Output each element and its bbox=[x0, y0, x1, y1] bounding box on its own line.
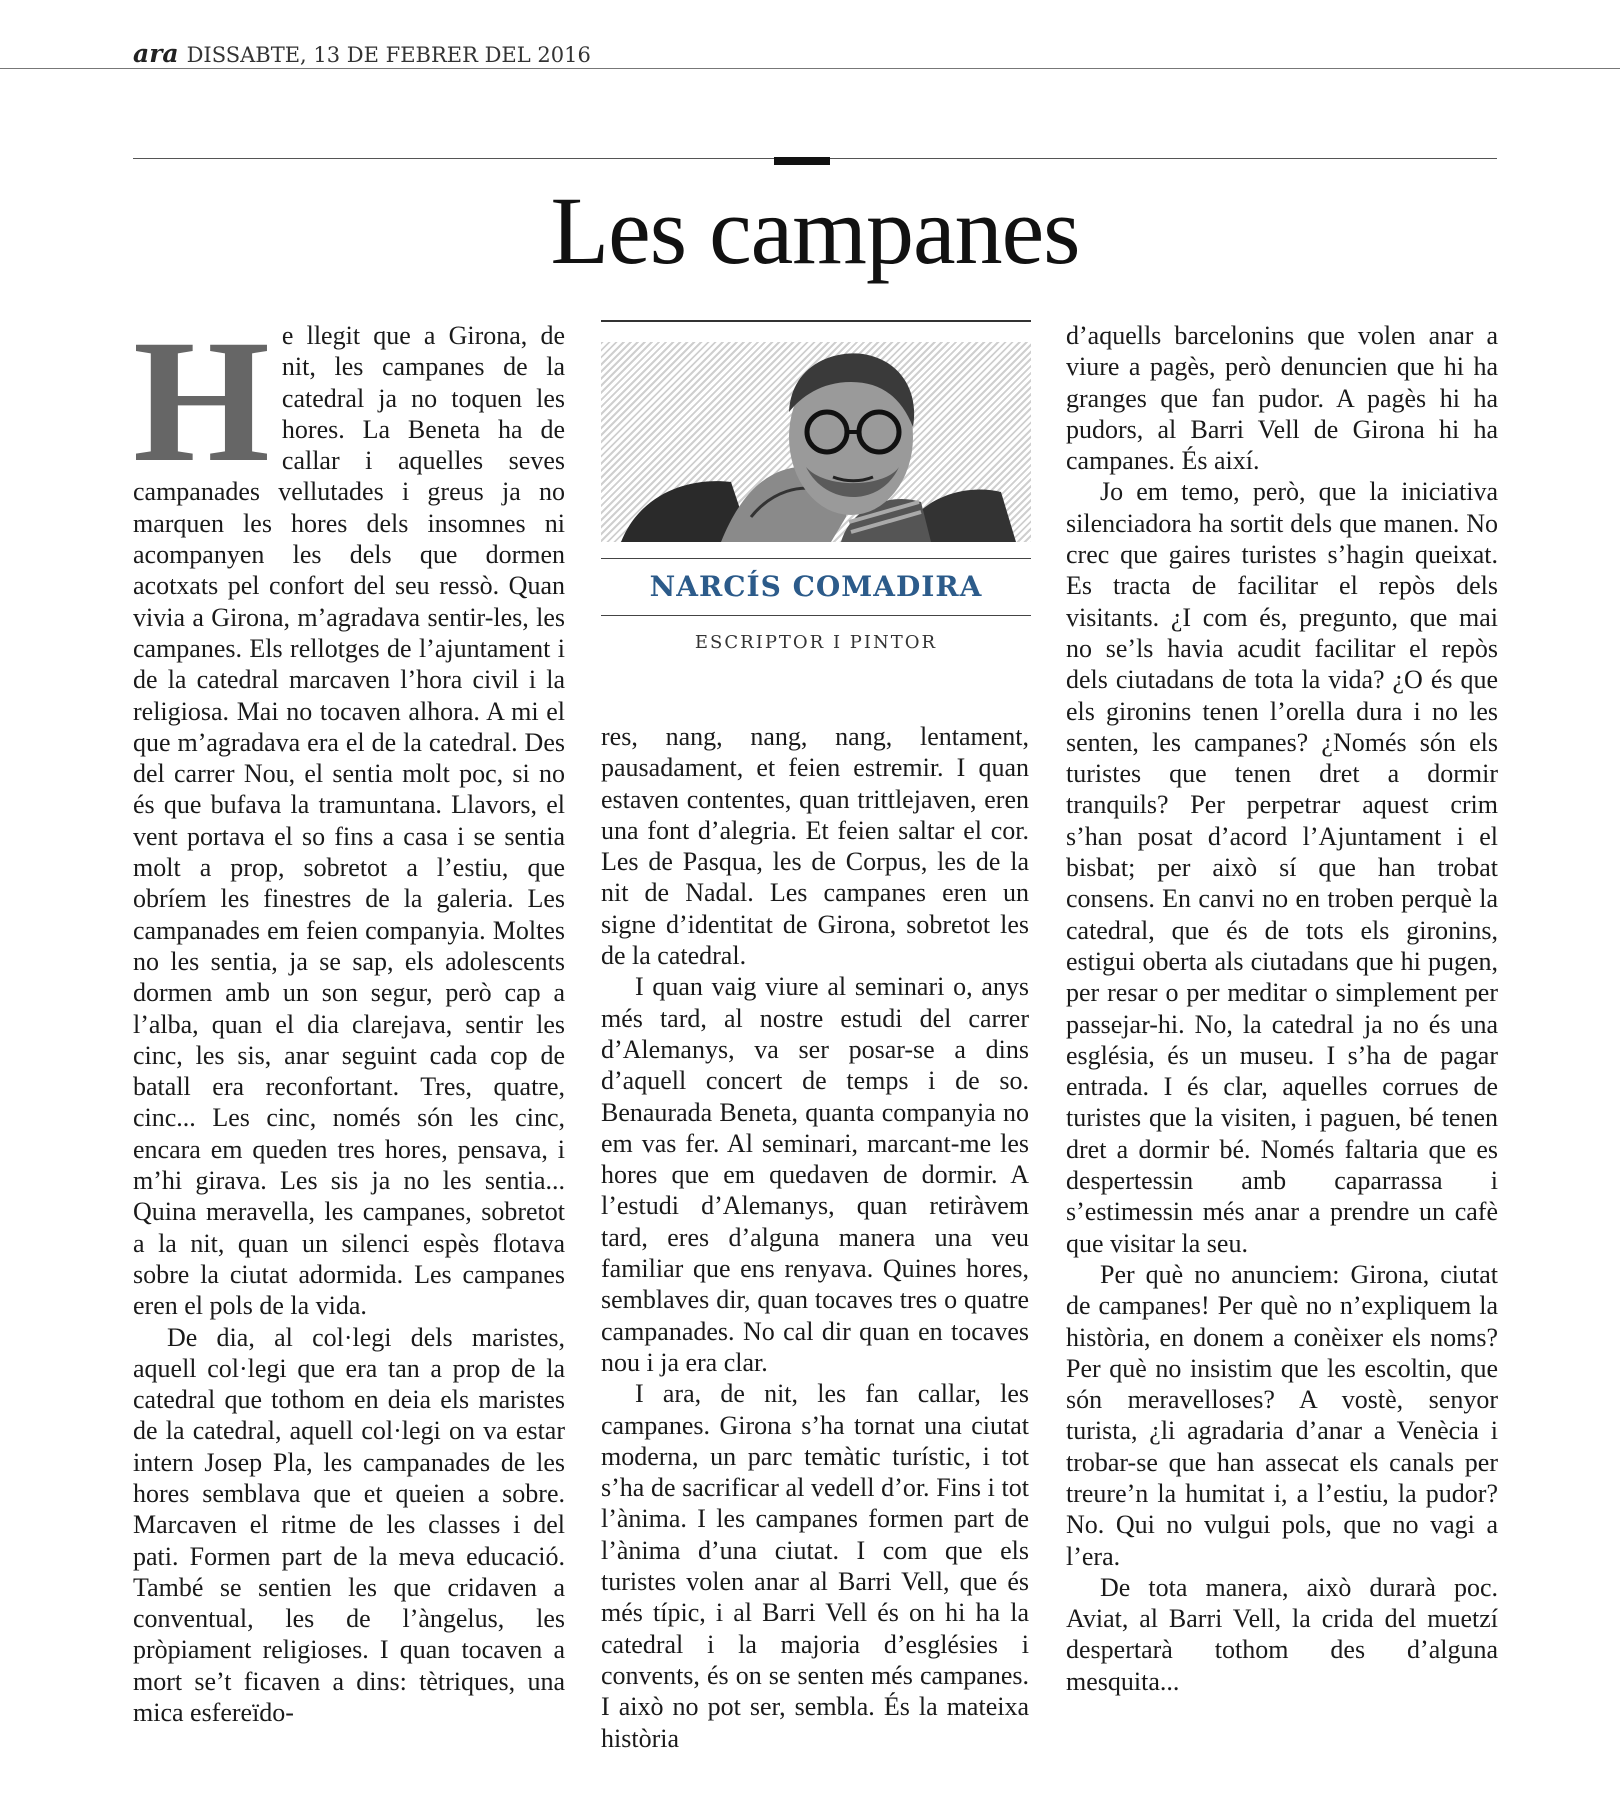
article-column-1 bbox=[133, 304, 565, 1728]
article-column-2 bbox=[601, 721, 1029, 1754]
article-paragraph: De dia, al col·legi dels maristes, aquell col·legi que era tan a prop de la catedral que tothom en deia els maristes de la catedral, aquell col·legi on va estar intern Josep Pla, les campanades de les hores semblava que et queien a sobre. Marcaven el ritme de les classes i del pati. Formen part de la meva educació. També se sentien les que cridaven a conventual, les de l’àngelus, les pròpiament religioses. I quan tocaven a mort se’t ficaven a dins: tètriques, una mica esfereïdo- bbox=[133, 1322, 565, 1728]
article-title: Les campanes bbox=[550, 177, 1080, 284]
article-column-3 bbox=[1066, 320, 1498, 1697]
dropcap: H bbox=[133, 304, 270, 499]
article-paragraph: e llegit que a Girona, de nit, les campanes de la catedral ja no toquen les hores. La Beneta ha de callar i aquelles seves campanades vellutades i greus ja no marquen les hores dels insomnes ni acompanyen les dels que dormen acotxats pel confort del seu ressò. Quan vivia a Girona, m’agradava sentir-les, les campanes. Els rellotges de l’ajuntament i de la catedral marcaven l’hora civil i la religiosa. Mai no tocaven alhora. A mi el que m’agradava era el de la catedral. Des del carrer Nou, el sentia molt poc, si no és que bufava la tramuntana. Llavors, el vent portava el so fins a casa i se sentia molt a prop, sobretot a l’estiu, que obríem les finestres de la galeria. Les campanades em feien companyia. Moltes no les sentia, ja se sap, els adolescents dormen amb un son segur, però cap a l’alba, quan el dia clarejava, sentir les cinc, les sis, anar seguint cada cop de batall era reconfortant. Tres, quatre, cinc... Les cinc, només són les cinc, encara em queden tres hores, pensava, i m’hi girava. Les sis ja no les sentia... Quina meravella, les campanes, sobretot a la nit, quan un silenci espès flotava sobre la ciutat adormida. Les campanes eren el pols de la vida. bbox=[133, 321, 565, 1321]
article-paragraph: I quan vaig viure al seminari o, anys més tard, al nostre estudi del carrer d’Alemanys, va ser posar-se a dins d’aquell concert de temps i de so. Benaurada Beneta, quanta companyia no em vas fer. Al seminari, marcant-me les hores que em quedaven de dormir. A l’estudi d’Alemanys, quan retiràvem tard, eres d’alguna manera una veu familiar que ens renyava. Quines hores, semblaves dir, quan tocaves tres o quatre campanades. No cal dir quan en tocaves nou i ja era clar. bbox=[601, 972, 1029, 1377]
article-paragraph: Jo em temo, però, que la iniciativa silenciadora ha sortit dels que manen. No crec que gaires turistes s’hagin queixat. Es tracta de facilitar el repòs dels visitants. ¿I com és, pregunto, que mai no se’ls havia acudit facilitar el repòs dels ciutadans de tota la vida? ¿O és que els gironins tenen l’orella dura i no les senten, les campanes? ¿Només són els turistes que tenen dret a dormir tranquils? Per perpetrar aquest crim s’han posat d’acord l’Ajuntament i el bisbat; per això sí que han trobat consens. En canvi no en troben perquè la catedral, que és de tots els gironins, estigui oberta als ciutadans que hi pugen, per resar o per meditar o simplement per passejar-hi. No, la catedral ja no és una església, és un museu. I s’ha de pagar entrada. I és clar, aquelles corrues de turistes que la visiten, i paguen, bé tenen dret a dormir bé. Només faltaria que es despertessin amb caparrassa i s’estimessin més anar a prendre un cafè que visitar la seu. bbox=[1066, 477, 1498, 1258]
masthead-rule bbox=[0, 68, 1620, 69]
author-portrait bbox=[601, 342, 1031, 542]
headline-tab bbox=[774, 157, 830, 165]
masthead-date: DISSABTE, 13 DE FEBRER DEL 2016 bbox=[186, 43, 591, 67]
author-portrait-image bbox=[601, 342, 1031, 542]
masthead-brand: ara bbox=[133, 39, 179, 68]
author-name: NARCÍS COMADIRA bbox=[649, 570, 983, 603]
article-paragraph: res, nang, nang, nang, lentament, pausadament, et feien estremir. I quan estaven contentes, quan trittlejaven, eren una font d’alegria. Et feien saltar el cor. Les de Pasqua, les de Corpus, les de la nit de Nadal. Les campanes eren un signe d’identitat de Girona, sobretot les de la catedral. bbox=[601, 722, 1029, 971]
article-paragraph: Per què no anunciem: Girona, ciutat de campanes! Per què no n’expliquem la història, en donem a conèixer els noms? Per què no insistim que les escoltin, que són meravelloses? A vostè, senyor turista, ¿li agradaria d’anar a Venècia i trobar-se que han assecat els canals per treure’n la humitat i, a l’estiu, la pudor? No. Qui no vulgui pols, que no vagi a l’era. bbox=[1066, 1259, 1498, 1571]
author-top-rule bbox=[601, 320, 1031, 322]
article-paragraph: De tota manera, això durarà poc. Aviat, al Barri Vell, la crida del muetzí despertarà tothom des d’alguna mesquita... bbox=[1066, 1572, 1498, 1696]
author-role: ESCRIPTOR I PINTOR bbox=[694, 632, 938, 653]
author-box bbox=[601, 320, 1031, 670]
article-paragraph: d’aquells barcelonins que volen anar a viure a pagès, però denuncien que hi ha granges que fan pudor. A pagès hi ha pudors, al Barri Vell de Girona hi ha campanes. És així. bbox=[1066, 321, 1498, 476]
masthead bbox=[133, 40, 591, 69]
article-paragraph: I ara, de nit, les fan callar, les campanes. Girona s’ha tornat una ciutat moderna, un parc temàtic turístic, i tot s’ha de sacrificar al vedell d’or. Fins i tot l’ànima. I les campanes formen part de l’ànima d’una ciutat. I com que els turistes volen anar al Barri Vell, que és més típic, i al Barri Vell és on hi ha la catedral i la majoria d’esglésies i convents, és on se senten més campanes. I això no pot ser, sembla. És la mateixa història bbox=[601, 1379, 1029, 1753]
